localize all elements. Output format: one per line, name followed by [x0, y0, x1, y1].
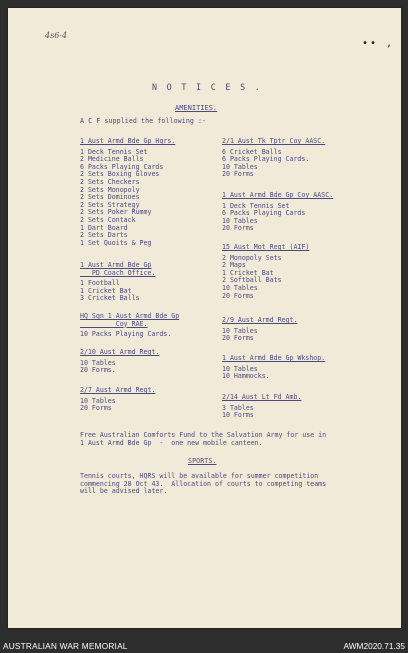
item-line: 20 Forms — [80, 404, 112, 413]
footer-institution: AUSTRALIAN WAR MEMORIAL — [3, 641, 128, 651]
item-line: 1 Dart Board — [80, 223, 128, 232]
unit-heading: 2/7 Aust Armd Regt. — [80, 386, 156, 394]
unit-block-left-0 — [80, 138, 175, 247]
item-line: 10 Packs Playing Cards. — [80, 330, 172, 339]
item-line: 6 Cricket Balls — [222, 147, 282, 156]
sports-paragraph: Tennis courts, HQRS will be available for summer competition commencing 28 Oct 43. Allocation of courts to competing teams will be advised later. — [80, 472, 327, 496]
item-line: 1 Football — [80, 279, 120, 288]
item-line: 2 Softball Bats — [222, 276, 282, 285]
item-line: 1 Deck Tennis Set — [80, 147, 148, 156]
unit-block-left-1 — [80, 262, 155, 303]
margin-marks: •• , — [362, 38, 395, 49]
unit-items — [222, 366, 325, 381]
unit-heading: 2/10 Aust Armd Regt. — [80, 348, 160, 356]
item-line: 2 Sets Monopoly — [80, 185, 140, 194]
intro-line: A C F supplied the following :- — [80, 117, 207, 125]
item-line: 20 Forms — [222, 291, 254, 300]
item-line: 1 Set Quoits & Peg — [80, 238, 152, 247]
unit-items — [80, 398, 155, 413]
handwritten-note: 4s6-4 — [45, 31, 68, 40]
item-line: 2 Monopoly Sets — [222, 253, 282, 262]
item-line: 2 Sets Boxing Gloves — [80, 170, 160, 179]
unit-heading: HQ Sqn 1 Aust Armd Bde Gp Coy RAE. — [80, 312, 180, 328]
section-heading-sports: SPORTS. — [188, 457, 217, 465]
item-line: 6 Packs Playing Cards — [222, 209, 306, 218]
unit-block-left-3 — [80, 349, 159, 375]
unit-items — [80, 280, 155, 303]
unit-heading: 2/14 Aust Lt Fd Amb. — [222, 393, 302, 401]
item-line: 10 Hammocks. — [222, 372, 270, 381]
item-line: 2 Sets Strategy — [80, 200, 140, 209]
item-line: 20 Forms — [222, 170, 254, 179]
item-line: 2 Maps — [222, 261, 246, 270]
item-line: 6 Packs Playing Cards — [80, 162, 164, 171]
item-line: 20 Forms. — [80, 366, 116, 375]
unit-block-right-1 — [222, 192, 333, 233]
item-line: 2 Medicine Balls — [80, 155, 144, 164]
item-line: 3 Tables — [222, 403, 254, 412]
item-line: 2 Sets Contack — [80, 215, 136, 224]
item-line: 10 Tables — [222, 162, 258, 171]
item-line: 6 Packs Playing Cards. — [222, 155, 310, 164]
item-line: 10 Tables — [80, 396, 116, 405]
unit-heading: 2/1 Aust Tk Tptr Coy AASC. — [222, 137, 326, 145]
item-line: 2 Sets Dominoes — [80, 193, 140, 202]
unit-block-right-5 — [222, 394, 301, 420]
unit-block-right-2 — [222, 244, 309, 300]
unit-block-left-4 — [80, 387, 155, 413]
item-line: 20 Forms — [222, 224, 254, 233]
unit-block-right-3 — [222, 317, 297, 343]
unit-heading: 1 Aust Armd Bde Gp Wkshop. — [222, 354, 326, 362]
item-line: 10 Tables — [222, 364, 258, 373]
unit-block-right-0 — [222, 138, 325, 179]
unit-items — [80, 331, 179, 339]
unit-items — [222, 328, 297, 343]
footer-accession-number: AWM2020.71.35 — [343, 641, 405, 651]
unit-heading: 1 Aust Armd Bde Gp PD Coach Office. — [80, 261, 156, 277]
item-line: 10 Tables — [222, 216, 258, 225]
item-line: 20 Forms — [222, 334, 254, 343]
item-line: 2 Sets Poker Rummy — [80, 208, 152, 217]
item-line: 3 Cricket Balls — [80, 294, 140, 303]
unit-items — [222, 203, 333, 233]
unit-items — [80, 149, 175, 248]
unit-heading: 15 Aust Mot Regt (AIF) — [222, 243, 310, 251]
item-line: 2 Sets Darts — [80, 231, 128, 240]
item-line: 10 Tables — [80, 358, 116, 367]
document-title: N O T I C E S . — [152, 82, 263, 92]
unit-heading: 1 Aust Armd Bde Gp Hqrs. — [80, 137, 176, 145]
archive-footer — [0, 639, 408, 653]
unit-items — [222, 255, 309, 301]
unit-items — [80, 360, 159, 375]
item-line: 1 Deck Tennis Set — [222, 201, 290, 210]
unit-items — [222, 149, 325, 179]
item-line: 10 Forms — [222, 411, 254, 420]
item-line: 1 Cricket Bat — [80, 286, 132, 295]
comforts-fund-paragraph: Free Australian Comforts Fund to the Salvation Army for use in 1 Aust Armd Bde Gp - one new mobile canteen. — [80, 431, 327, 447]
section-heading-amenities: AMENITIES. — [175, 104, 218, 112]
unit-heading: 1 Aust Armd Bde Gp Coy AASC. — [222, 191, 334, 199]
item-line: 2 Sets Checkers — [80, 177, 140, 186]
item-line: 10 Tables — [222, 326, 258, 335]
item-line: 10 Tables — [222, 283, 258, 292]
document-page — [8, 8, 401, 628]
unit-items — [222, 405, 301, 420]
unit-heading: 2/9 Aust Armd Regt. — [222, 316, 298, 324]
unit-block-left-2 — [80, 313, 179, 339]
item-line: 1 Cricket Bat — [222, 268, 274, 277]
unit-block-right-4 — [222, 355, 325, 381]
